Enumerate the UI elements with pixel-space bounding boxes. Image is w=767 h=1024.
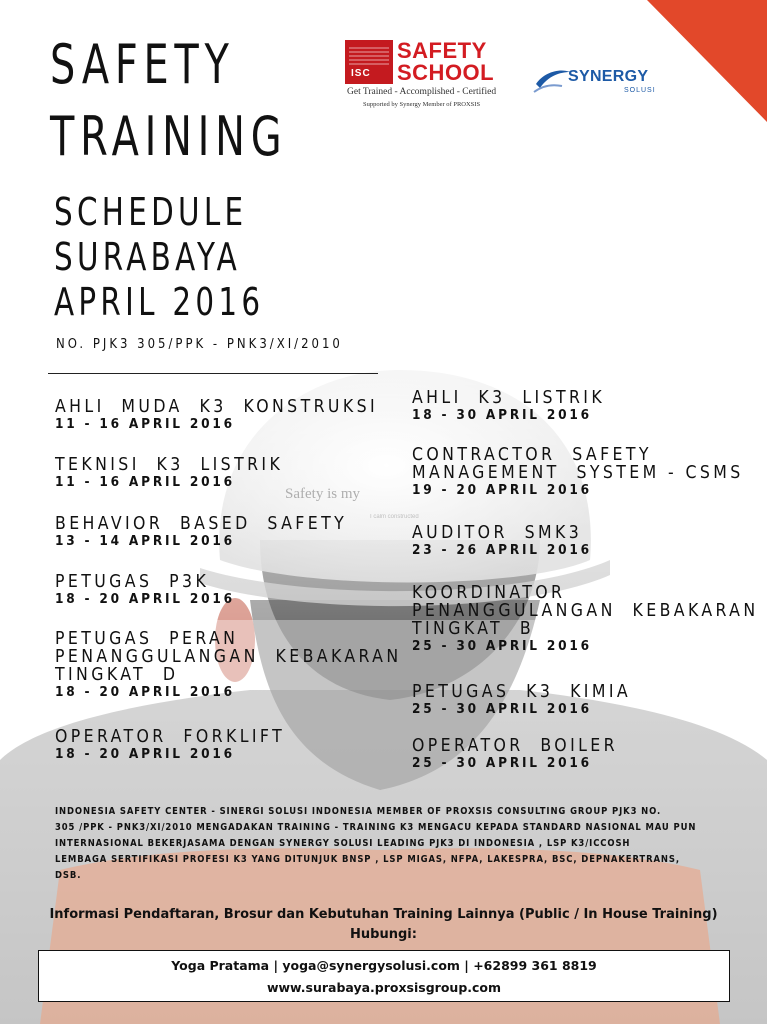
- training-name: TEKNISI K3 LISTRIK: [55, 455, 284, 475]
- description-line: 305 /PPK - PNK3/XI/2010 MENGADAKAN TRAINING - TRAINING K3 MENGACU KEPADA STANDARD NASIONAL MAU PUN: [55, 822, 697, 833]
- training-date: 13 - 14 APRIL 2016: [55, 533, 235, 549]
- website-link[interactable]: www.surabaya.proxsisgroup.com: [266, 980, 502, 995]
- info-line: Informasi Pendaftaran, Brosur dan Kebutuhan Training Lainnya (Public / In House Training): [49, 907, 718, 922]
- training-name: AUDITOR SMK3: [412, 523, 583, 543]
- synergy-sub: SOLUSI: [624, 87, 656, 94]
- training-date: 18 - 20 APRIL 2016: [55, 591, 235, 607]
- contact-box: [38, 950, 730, 1002]
- training-item: [55, 728, 285, 762]
- training-name: PETUGAS PERAN PENANGGULANGAN KEBAKARAN TINGKAT D: [55, 629, 402, 685]
- synergy-swoosh-icon: [532, 62, 572, 98]
- training-item: [412, 584, 759, 654]
- synergy-logo: [532, 62, 662, 102]
- license-number: NO. PJK3 305/PPK - PNK3/XI/2010: [56, 337, 343, 352]
- info-block: [0, 905, 767, 945]
- training-item: [55, 573, 235, 607]
- training-date: 25 - 30 APRIL 2016: [412, 755, 592, 771]
- description-line: INTERNASIONAL BEKERJASAMA DENGAN SYNERGY SOLUSI LEADING PJK3 DI INDONESIA , LSP K3/ICCOSH: [55, 838, 631, 849]
- training-name: OPERATOR BOILER: [412, 736, 618, 756]
- training-name: BEHAVIOR BASED SAFETY: [55, 514, 348, 534]
- training-name: PETUGAS P3K: [55, 572, 210, 592]
- training-date: 11 - 16 APRIL 2016: [55, 474, 235, 490]
- training-name: AHLI K3 LISTRIK: [412, 388, 606, 408]
- training-item: [55, 456, 283, 490]
- contact-heading: Hubungi:: [350, 927, 417, 942]
- training-item: [55, 398, 378, 432]
- training-item: [412, 524, 592, 558]
- corner-accent: [647, 0, 767, 122]
- description-paragraph: [55, 804, 725, 884]
- safety-school-tagline: Get Trained - Accomplished - Certified: [347, 87, 497, 97]
- training-date: 19 - 20 APRIL 2016: [412, 482, 592, 498]
- isc-mark: ISC: [351, 68, 371, 79]
- description-line: LEMBAGA SERTIFIKASI PROFESI K3 YANG DITUNJUK BNSP , LSP MIGAS, NFPA, LAKESPRA, BSC, DEPNAKERTRANS,: [55, 854, 680, 865]
- description-line: DSB.: [55, 870, 82, 881]
- safety-school-word2: SCHOOL: [397, 60, 495, 85]
- training-item: [412, 446, 744, 498]
- training-name: OPERATOR FORKLIFT: [55, 727, 286, 747]
- training-item: [412, 683, 631, 717]
- training-name: AHLI MUDA K3 KONSTRUKSI: [55, 397, 379, 417]
- training-date: 23 - 26 APRIL 2016: [412, 542, 592, 558]
- subtitle-city: SURABAYA: [54, 235, 242, 279]
- training-name: KOORDINATOR PENANGGULANGAN KEBAKARAN TINGKAT B: [412, 583, 759, 639]
- training-item: [412, 737, 618, 771]
- training-date: 25 - 30 APRIL 2016: [412, 701, 592, 717]
- training-date: 11 - 16 APRIL 2016: [55, 416, 235, 432]
- training-item: [412, 389, 605, 423]
- training-name: CONTRACTOR SAFETY MANAGEMENT SYSTEM - CSMS: [412, 445, 744, 483]
- safety-school-word1: SAFETY: [397, 38, 487, 63]
- safety-school-logo: [345, 38, 515, 118]
- subtitle-schedule: SCHEDULE: [54, 190, 248, 234]
- training-date: 18 - 30 APRIL 2016: [412, 407, 592, 423]
- training-item: [55, 630, 402, 700]
- training-name: PETUGAS K3 KIMIA: [412, 682, 632, 702]
- description-line: INDONESIA SAFETY CENTER - SINERGI SOLUSI INDONESIA MEMBER OF PROXSIS CONSULTING GROUP PJK3 NO.: [55, 806, 662, 817]
- synergy-word: SYNERGY: [568, 68, 649, 85]
- contact-details[interactable]: Yoga Pratama | yoga@synergysolusi.com | +62899 361 8819: [171, 958, 597, 973]
- training-date: 25 - 30 APRIL 2016: [412, 638, 592, 654]
- training-date: 18 - 20 APRIL 2016: [55, 746, 235, 762]
- safety-school-supported: Supported by Synergy Member of PROXSIS: [363, 101, 481, 108]
- divider: [48, 373, 378, 374]
- subtitle-month: APRIL 2016: [54, 280, 265, 324]
- training-date: 18 - 20 APRIL 2016: [55, 684, 235, 700]
- title-line1: SAFETY: [50, 33, 235, 96]
- training-item: [55, 515, 347, 549]
- title-line2: TRAINING: [50, 105, 288, 168]
